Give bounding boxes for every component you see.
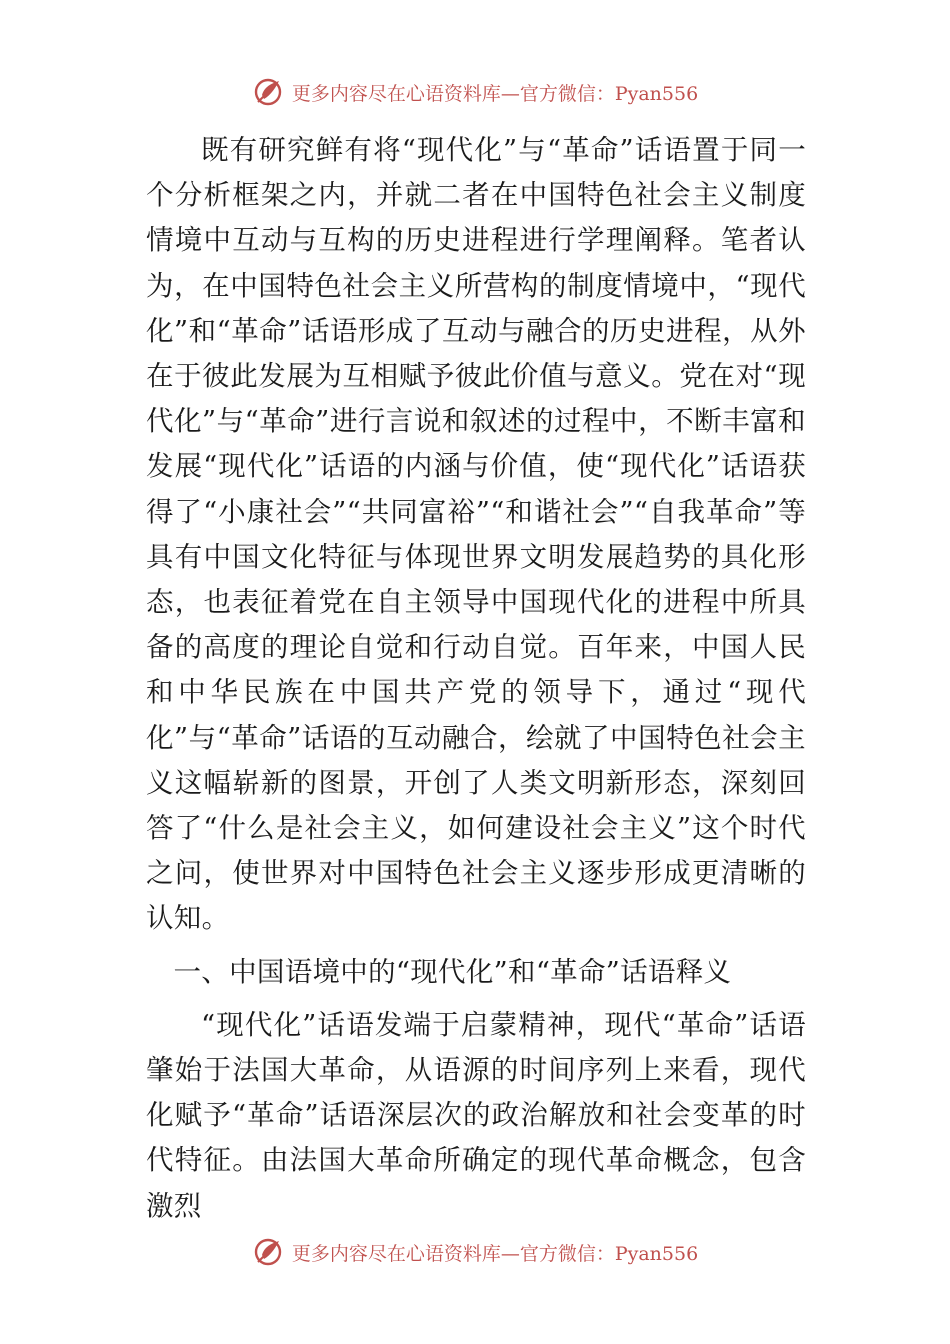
header-watermark xyxy=(0,72,950,112)
footer-watermark xyxy=(0,1232,950,1272)
brand-logo-icon xyxy=(252,75,286,109)
document-body xyxy=(146,128,806,1229)
body-paragraph: 既有研究鲜有将“现代化”与“革命”话语置于同一个分析框架之内，并就二者在中国特色社会主义制度情境中互动与互构的历史进程进行学理阐释。笔者认为，在中国特色社会主义所营构的制度情境中，“现代化”和“革命”话语形成了互动与融合的历史进程，从外在于彼此发展为互相赋予彼此价值与意义。党在对“现代化”与“革命”进行言说和叙述的过程中，不断丰富和发展“现代化”话语的内涵与价值，使“现代化”话语获得了“小康社会”“共同富裕”“和谐社会”“自我革命”等具有中国文化特征与体现世界文明发展趋势的具化形态，也表征着党在自主领导中国现代化的进程中所具备的高度的理论自觉和行动自觉。百年来，中国人民和中华民族在中国共产党的领导下，通过“现代化”与“革命”话语的互动融合，绘就了中国特色社会主义这幅崭新的图景，开创了人类文明新形态，深刻回答了“什么是社会主义，如何建设社会主义”这个时代之问，使世界对中国特色社会主义逐步形成更清晰的认知。 xyxy=(146,134,806,935)
watermark-text: 更多内容尽在心语资料库—官方微信：Pyan556 xyxy=(291,82,699,105)
section-heading: 一、中国语境中的“现代化”和“革命”话语释义 xyxy=(173,955,732,988)
body-paragraph: “现代化”话语发端于启蒙精神，现代“革命”话语肇始于法国大革命，从语源的时间序列上来看，现代化赋予“革命”话语深层次的政治解放和社会变革的时代特征。由法国大革命所确定的现代革命概念，包含激烈 xyxy=(146,1008,806,1222)
watermark-text: 更多内容尽在心语资料库—官方微信：Pyan556 xyxy=(291,1242,699,1265)
brand-logo-icon xyxy=(252,1235,286,1269)
